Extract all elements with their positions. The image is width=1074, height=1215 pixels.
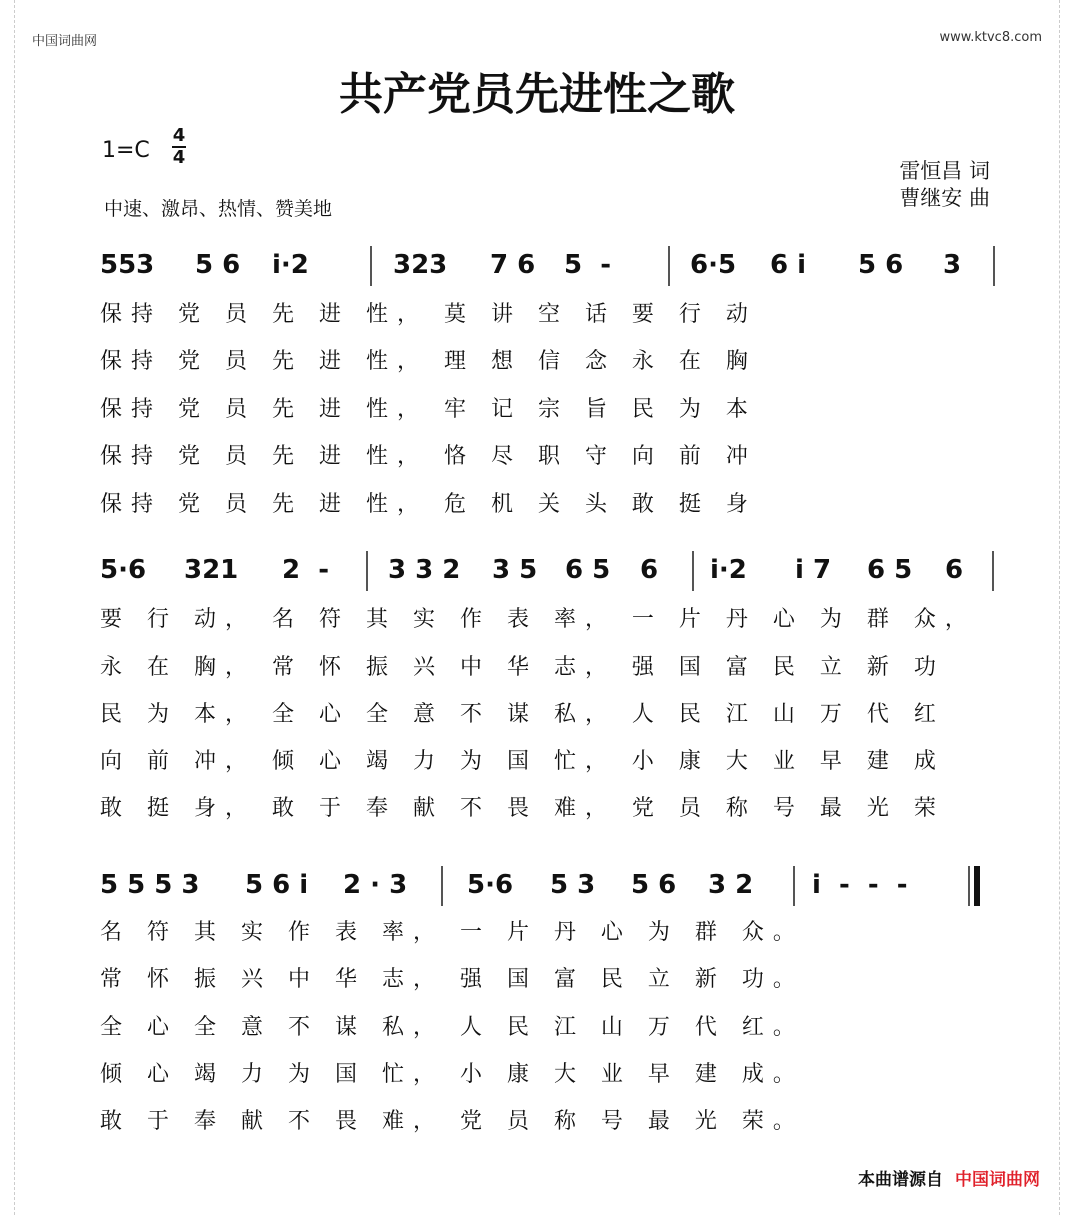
lyric-line: 向 前 冲， 倾 心 竭 力 为 国 忙， 小 康 大 业 早 建 成: [100, 749, 945, 774]
site-url[interactable]: www.ktvc8.com: [939, 30, 1042, 45]
lyric-line: 保持 党 员 先 进 性， 危 机 关 头 敢 挺 身: [100, 492, 757, 517]
lyric-line: 保持 党 员 先 进 性， 牢 记 宗 旨 民 为 本: [100, 397, 757, 422]
lyric-line: 全 心 全 意 不 谋 私， 人 民 江 山 万 代 红。: [100, 1015, 804, 1040]
lyric-line: 保持 党 员 先 进 性， 理 想 信 念 永 在 胸: [100, 349, 757, 374]
page-title: 共产党员先进性之歌: [339, 69, 735, 120]
lyricist: 雷恒昌 词: [899, 159, 990, 183]
note-group: 6·5: [690, 250, 737, 280]
notation-row-2: [100, 555, 1000, 601]
note-group: 6 5: [867, 555, 913, 585]
notation-row-1: [100, 250, 1000, 296]
note-group: 3 5: [492, 555, 538, 585]
footer-brand-link[interactable]: 中国词曲网: [955, 1170, 1040, 1190]
bar-line: [366, 551, 368, 591]
note-group: 3 2: [708, 870, 754, 900]
lyric-line: 民 为 本， 全 心 全 意 不 谋 私， 人 民 江 山 万 代 红: [100, 702, 945, 727]
note-group: 6: [945, 555, 964, 585]
lyric-line: 名 符 其 实 作 表 率， 一 片 丹 心 为 群 众。: [100, 920, 804, 945]
note-group: 321: [184, 555, 239, 585]
site-name: 中国词曲网: [32, 34, 98, 49]
time-signature: [172, 126, 186, 168]
note-group: 5·6: [467, 870, 514, 900]
note-group: 5 -: [564, 250, 611, 280]
note-group: 5 6: [858, 250, 904, 280]
note-group: 5·6: [100, 555, 147, 585]
lyric-line: 敢 挺 身， 敢 于 奉 献 不 畏 难， 党 员 称 号 最 光 荣: [100, 796, 945, 821]
note-group: 5 6 i: [245, 870, 309, 900]
bar-line: [993, 246, 995, 286]
lyric-line: 要 行 动， 名 符 其 实 作 表 率， 一 片 丹 心 为 群 众，: [100, 607, 976, 632]
key-signature: 1=C: [102, 138, 150, 163]
tempo-marking: 中速、激昂、热情、赞美地: [104, 198, 333, 220]
note-group: i 7: [795, 555, 832, 585]
note-group: 5 5 5 3: [100, 870, 200, 900]
note-group: i·2: [272, 250, 309, 280]
lyric-line: 保持 党 员 先 进 性， 恪 尽 职 守 向 前 冲: [100, 444, 757, 469]
final-bar-line-thin: [968, 866, 970, 906]
note-group: 7 6: [490, 250, 536, 280]
note-group: 3 3 2: [388, 555, 461, 585]
right-margin-strip: [1059, 0, 1074, 1215]
bar-line: [370, 246, 372, 286]
note-group: 5 6: [195, 250, 241, 280]
final-bar-line-thick: [974, 866, 980, 906]
note-group: 323: [393, 250, 448, 280]
note-group: 5 3: [550, 870, 596, 900]
note-group: 2 -: [282, 555, 329, 585]
lyric-line: 常 怀 振 兴 中 华 志， 强 国 富 民 立 新 功。: [100, 967, 804, 992]
note-group: 5 6: [631, 870, 677, 900]
footer-prefix: 本曲谱源自: [858, 1170, 943, 1190]
note-group: 3: [943, 250, 962, 280]
lyric-line: 永 在 胸， 常 怀 振 兴 中 华 志， 强 国 富 民 立 新 功: [100, 655, 945, 680]
composer: 曹继安 曲: [899, 186, 990, 210]
bar-line: [692, 551, 694, 591]
time-top: 4: [172, 125, 186, 146]
lyric-line: 敢 于 奉 献 不 畏 难， 党 员 称 号 最 光 荣。: [100, 1109, 804, 1134]
bar-line: [793, 866, 795, 906]
lyric-line: 倾 心 竭 力 为 国 忙， 小 康 大 业 早 建 成。: [100, 1062, 804, 1087]
note-group: i·2: [710, 555, 747, 585]
credits: [899, 158, 990, 212]
note-group: i - - -: [812, 870, 908, 900]
source-footer: [858, 1165, 1040, 1190]
note-group: 6: [640, 555, 659, 585]
note-group: 553: [100, 250, 155, 280]
left-margin-strip: [0, 0, 15, 1215]
note-group: 6 5: [565, 555, 611, 585]
note-group: 2 · 3: [343, 870, 408, 900]
time-bottom: 4: [172, 147, 186, 168]
note-group: 6 i: [770, 250, 807, 280]
bar-line: [992, 551, 994, 591]
notation-row-3: [100, 870, 1000, 916]
bar-line: [668, 246, 670, 286]
bar-line: [441, 866, 443, 906]
lyric-line: 保持 党 员 先 进 性， 莫 讲 空 话 要 行 动: [100, 302, 757, 327]
